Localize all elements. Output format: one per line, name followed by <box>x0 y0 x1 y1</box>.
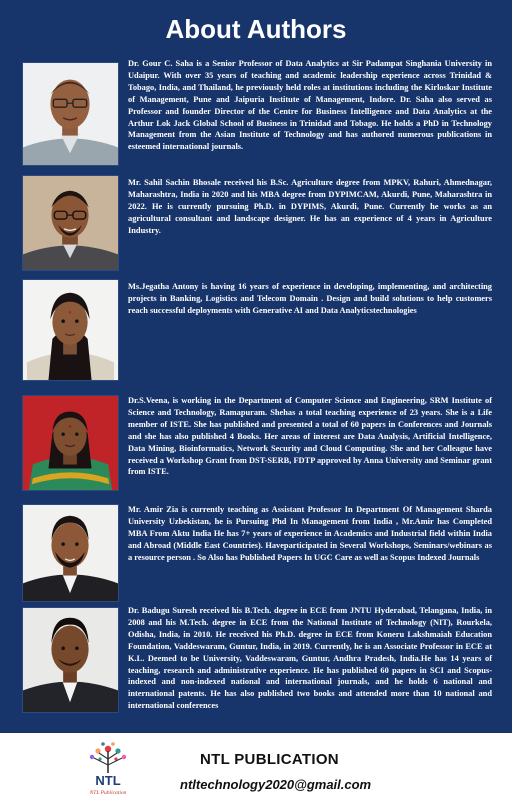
ntl-logo <box>80 739 136 797</box>
author-portrait <box>22 607 119 713</box>
author-bio: Dr.S.Veena, is working in the Department of Computer Science and Engineering, SRM Institute of Science and Technology, Ramapuram. Shehas a total teaching experience of 23 years. She is a Life member of ISTE. She has published and presented a total of 60 papers in Conferences and Journals and she has also published 4 Books. Her areas of interest are Data Analysis, Artificial Intelligence, Data Mining, Bioinformatics, Network Security and Cloud Computing. She and her Colleague have received a Workshop Grant from DST-SERB, FDTP approved by Anna University and Seminar grant from ISTE. <box>128 396 492 477</box>
author-portrait <box>22 395 119 491</box>
author-bio: Dr. Badugu Suresh received his B.Tech. degree in ECE from JNTU Hyderabad, Telangana, India, in 2008 and his M.Tech. degree in ECE from the National Institute of Technology (NIT), Rourkela, Odisha, India, in 2010. He received his Ph.D. degree in ECE from Koneru Lakshmaiah Education Foundation, Vaddeswaram, Guntur, India, in 2019. Currently, he is an Associate Professor in ECE at K.L. Deemed to be University, Vaddeswaram, Guntur, Andhra Pradesh, India.He has 14 years of teaching, research and administrative experience. He has published 60 papers in SCI and Scopus-indexed and non-indexed national and international journals, and he holds 6 national and international patents. He has also published two books and attended more than 10 national and international conferences <box>128 606 492 711</box>
author-bio: Mr. Amir Zia is currently teaching as Assistant Professor In Department Of Management Sharda University Uzbekistan, he is Pursuing Phd In Management from India , Mr.Amir has Completed MBA From Aktu India He has 7+ years of experience in Academics and Industrial field within India and Abroad (Middle East Countries). Haveparticipated in Several Workshops, Seminars/webinars as a resource person . So Also has Published Papers In UGC Care as well as Scopus Indexed Journals <box>128 505 492 562</box>
publisher-email[interactable]: ntltechnology2020@gmail.com <box>180 777 372 792</box>
author-bio: Ms.Jegatha Antony is having 16 years of experience in developing, implementing, and architecting projects in Banking, Logistics and Telecom Domain . Design and build solutions to help customers reach successful deployments with Generative AI and Data Analyticstechnologies <box>128 282 492 315</box>
author-bio: Mr. Sahil Sachin Bhosale received his B.Sc. Agriculture degree from MPKV, Rahuri, Ahmednagar, Maharashtra, India in 2020 and his MBA degree from DYPIMCAM, Akurdi, Pune, Maharashtra in 2022. He is currently pursuing Ph.D. in DYPIMS, Akurdi, Pune. Currently he works as an agricultural consultant and landscape designer. He has an experience of 4 years in Agriculture Industry. <box>128 178 492 235</box>
publisher-name: NTL PUBLICATION <box>200 751 339 768</box>
logo-subtext: NTL Publication <box>89 790 127 796</box>
publisher-footer <box>0 733 512 800</box>
author-portrait <box>22 504 119 602</box>
author-portrait <box>22 279 119 381</box>
author-portrait <box>22 62 119 166</box>
logo-text: NTL <box>95 773 121 788</box>
author-bio: Dr. Gour C. Saha is a Senior Professor of Data Analytics at Sir Padampat Singhania University in Udaipur. With over 35 years of teaching and academic leadership experience across Trinidad & Tobago, India, and Thailand, he previously held roles at institutions including the Kirloskar Institute of Management, Pune and Jaipuria Institute of Management, Indore. Dr. Saha also served as Professor and founder Director of the Centre for Business Intelligence and Data Analytics at the Arthur Lok Jack Global School of Business in Trinidad and Tobago. He holds a PhD in Technology Management from the Asian Institute of Technology and has authored numerous publications in esteemed international journals. <box>128 59 492 152</box>
page-title: About Authors <box>165 14 347 44</box>
author-portrait <box>22 175 119 271</box>
